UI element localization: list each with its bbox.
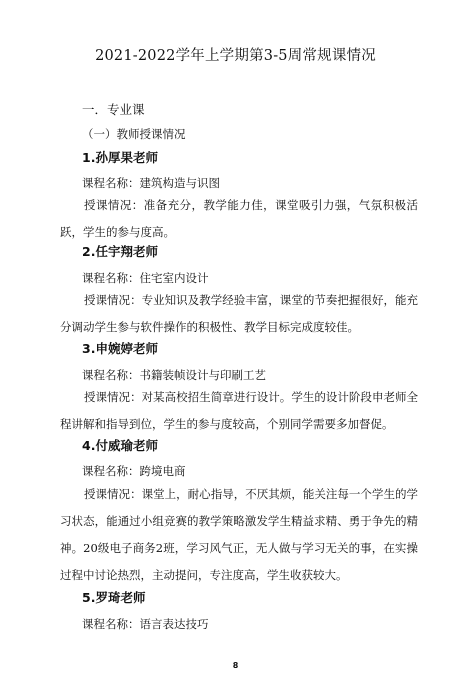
teacher-heading: 3.申婉婷老师 — [82, 341, 158, 356]
course-name: 课程名称：跨境电商 — [82, 464, 186, 478]
teacher-heading: 1.孙厚果老师 — [82, 150, 158, 165]
teaching-review: 授课情况：对某高校招生简章进行设计。学生的设计阶段申老师全程讲解和指导到位，学生的参与度较高，个别同学需要多加督促。 — [60, 390, 418, 431]
teaching-review: 授课情况：准备充分，教学能力佳，课堂吸引力强，气氛积极活跃，学生的参与度高。 — [60, 198, 418, 239]
section-heading: 一．专业课 — [82, 102, 145, 117]
teaching-review: 授课情况：专业知识及教学经验丰富，课堂的节奏把握很好，能充分调动学生参与软件操作的积极性、教学目标完成度较佳。 — [60, 293, 418, 334]
course-name: 课程名称：书籍装帧设计与印刷工艺 — [82, 368, 266, 382]
teacher-heading: 2.任宇翔老师 — [82, 244, 158, 259]
course-name: 课程名称：建筑构造与识图 — [82, 176, 220, 190]
teaching-review: 授课情况：课堂上，耐心指导，不厌其烦，能关注每一个学生的学习状态，能通过小组竞赛的教学策略激发学生精益求精、勇于争先的精神。20级电子商务2班，学习风气正，无人做与学习无关的事，在实操过程中讨论热烈，主动提问，专注度高，学生收获较大。 — [60, 487, 418, 582]
teacher-heading: 4.付威瑜老师 — [82, 438, 158, 453]
teacher-heading: 5.罗琦老师 — [82, 590, 146, 605]
page-number: 8 — [232, 661, 239, 670]
subsection-heading: （一）教师授课情况 — [82, 127, 186, 141]
course-name: 课程名称：语言表达技巧 — [82, 617, 209, 631]
page-title: 2021-2022学年上学期第3-5周常规课情况 — [95, 48, 376, 64]
course-name: 课程名称：住宅室内设计 — [82, 271, 209, 285]
